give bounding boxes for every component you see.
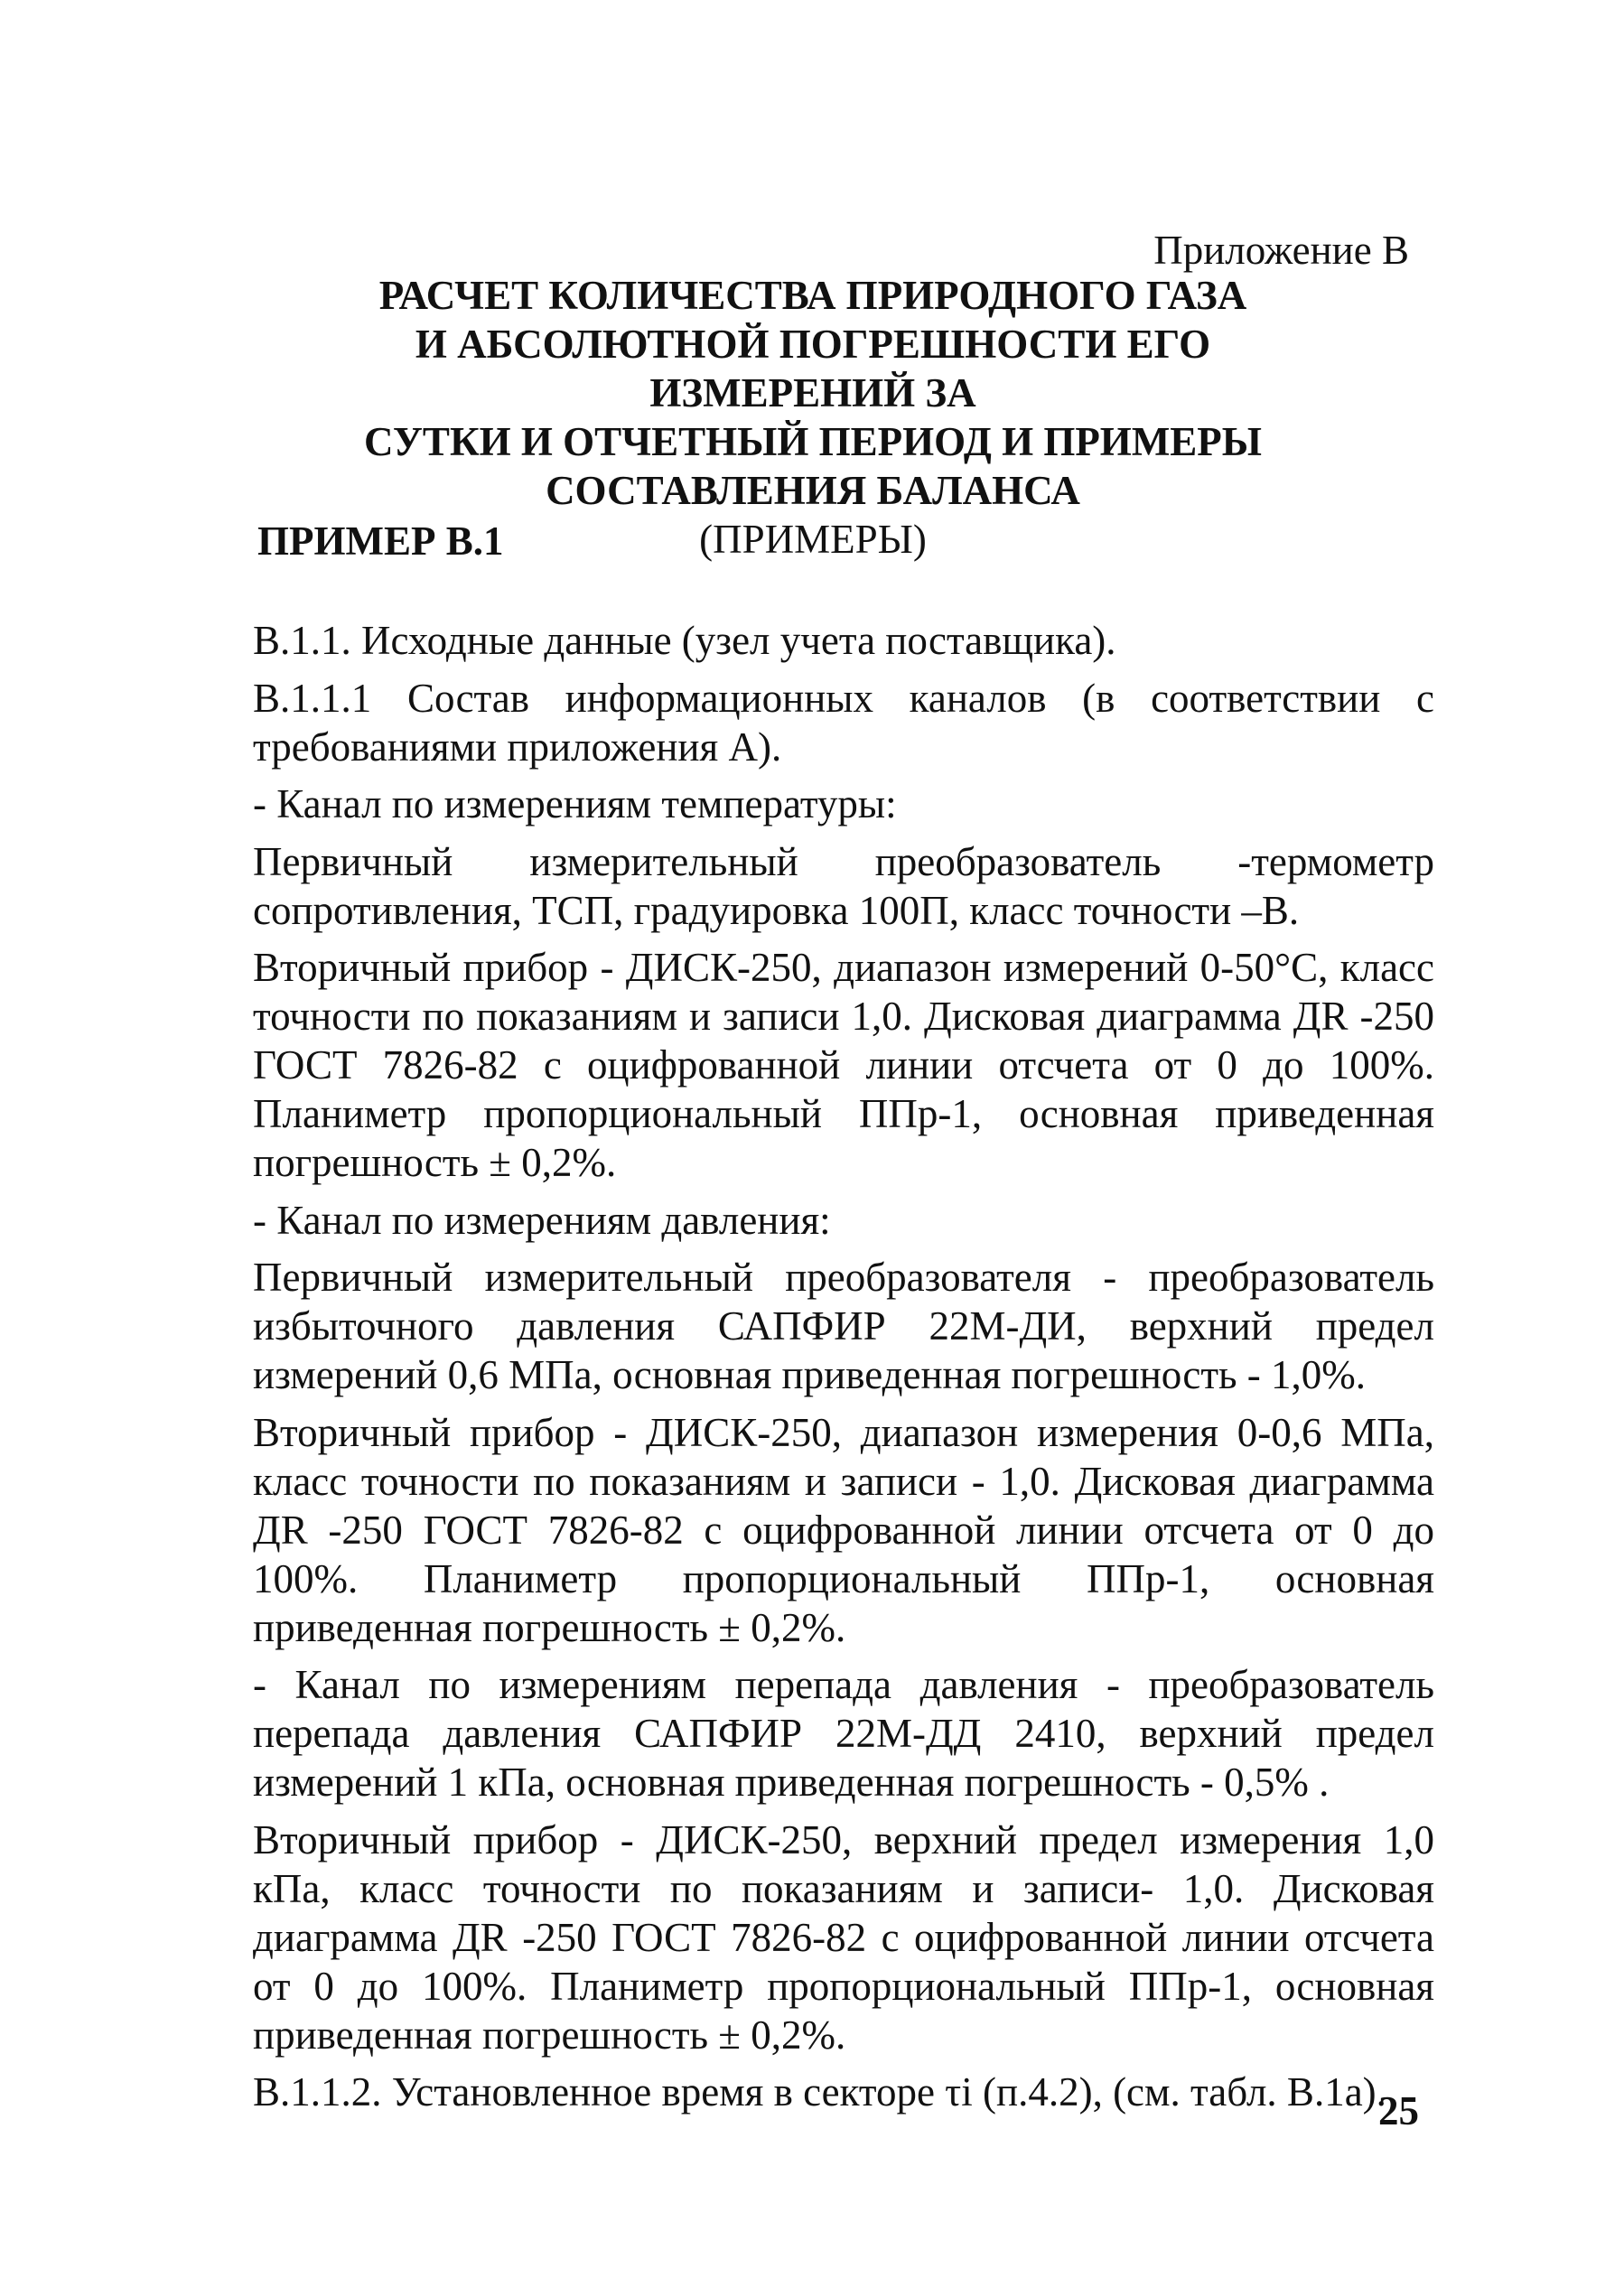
paragraph: Вторичный прибор - ДИСК-250, диапазон измерений 0-50°С, класс точности по показаниям и записи 1,0. Дисковая диаграмма ДR -250 ГОСТ 7826-82 с оцифрованной линии отсчета от 0 до 100%. Планиметр пропорциональный ППр-1, основная приведенная погрешность ± 0,2%. [253,945,1434,1185]
paragraph: - Канал по измерениям перепада давления - преобразователь перепада давления САПФИР 22М-ДД 2410, верхний предел измерений 1 кПа, основная приведенная погрешность - 0,5% . [253,1662,1434,1805]
paragraph: В.1.1.2. Установленное время в секторе τi (п.4.2), (см. табл. В.1а). [253,2069,1386,2115]
title-subtitle: (ПРИМЕРЫ) [699,517,927,562]
paragraph: В.1.1. Исходные данные (узел учета поставщика). [253,618,1116,663]
paragraph: - Канал по измерениям давления: [253,1197,831,1243]
paragraph: Первичный измерительный преобразователя - преобразователь избыточного давления САПФИР 22М-ДИ, верхний предел измерений 0,6 МПа, основная приведенная погрешность - 1,0%. [253,1255,1434,1397]
title-line: СУТКИ И ОТЧЕТНЫЙ ПЕРИОД И ПРИМЕРЫ [364,419,1262,464]
body-text [253,616,1434,2125]
paragraph: В.1.1.1 Состав информационных каналов (в соответствии с требованиями приложения А). [253,675,1434,770]
example-heading: ПРИМЕР В.1 [257,518,504,564]
appendix-label: Приложение В [1153,228,1409,273]
paragraph: Вторичный прибор - ДИСК-250, диапазон измерения 0-0,6 МПа, класс точности по показаниям и записи - 1,0. Дисковая диаграмма ДR -250 ГОСТ 7826-82 с оцифрованной линии отсчета от 0 до 100%. Планиметр пропорциональный ППр-1, основная приведенная погрешность ± 0,2%. [253,1409,1434,1650]
paragraph: - Канал по измерениям температуры: [253,781,897,826]
page-number: 25 [1378,2088,1419,2133]
title-line: И АБСОЛЮТНОЙ ПОГРЕШНОСТИ ЕГО ИЗМЕРЕНИЙ ЗА [415,322,1211,415]
title-line: РАСЧЕТ КОЛИЧЕСТВА ПРИРОДНОГО ГАЗА [378,273,1247,318]
paragraph: Первичный измерительный преобразователь -термометр сопротивления, ТСП, градуировка 100П, класс точности –В. [253,838,1434,933]
paragraph: Вторичный прибор - ДИСК-250, верхний предел измерения 1,0 кПа, класс точности по показаниям и записи- 1,0. Дисковая диаграмма ДR -250 ГОСТ 7826-82 с оцифрованной линии отсчета от 0 до 100%. Планиметр пропорциональный ППр-1, основная приведенная погрешность ± 0,2%. [253,1816,1434,2058]
title-line: СОСТАВЛЕНИЯ БАЛАНСА [546,468,1080,513]
